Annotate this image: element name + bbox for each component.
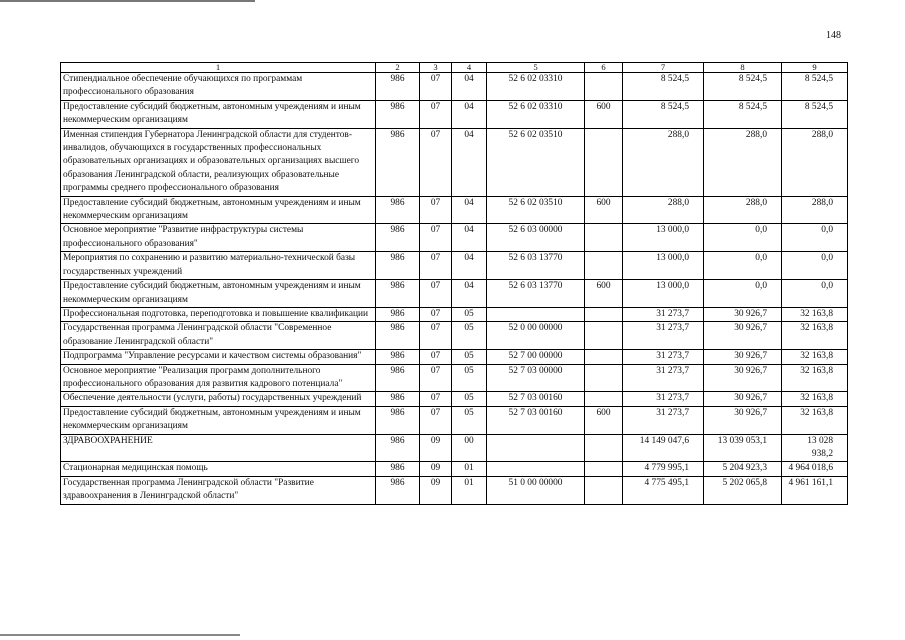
expense-type-cell [585, 73, 623, 101]
table-row [61, 128, 848, 196]
section-cell: 07 [420, 406, 452, 434]
amount-year3-cell: 0,0 [782, 280, 848, 308]
amount-year3-cell: 32 163,8 [782, 322, 848, 350]
target-article-cell: 52 6 02 03510 [487, 196, 585, 224]
column-header: 5 [487, 63, 585, 73]
amount-year2-cell: 288,0 [704, 196, 782, 224]
table-row [61, 350, 848, 364]
target-article-cell [487, 307, 585, 321]
ministry-code-cell: 986 [376, 100, 420, 128]
ministry-code-cell: 986 [376, 73, 420, 101]
amount-year1-cell: 288,0 [623, 196, 704, 224]
section-cell: 07 [420, 350, 452, 364]
page-number: 148 [826, 30, 841, 41]
scan-edge-line-bottom [0, 634, 240, 636]
row-name-cell: Обеспечение деятельности (услуги, работы) государственных учреждений [61, 392, 376, 406]
expense-type-cell [585, 392, 623, 406]
column-header: 3 [420, 63, 452, 73]
amount-year3-cell: 32 163,8 [782, 364, 848, 392]
amount-year3-cell: 288,0 [782, 128, 848, 196]
amount-year1-cell: 31 273,7 [623, 307, 704, 321]
amount-year2-cell: 30 926,7 [704, 364, 782, 392]
table-row [61, 434, 848, 462]
row-name-cell: Государственная программа Ленинградской области "Современное образование Ленинградской области" [61, 322, 376, 350]
amount-year3-cell: 32 163,8 [782, 392, 848, 406]
table-row [61, 462, 848, 476]
amount-year2-cell: 5 204 923,3 [704, 462, 782, 476]
section-cell: 07 [420, 196, 452, 224]
amount-year1-cell: 13 000,0 [623, 224, 704, 252]
expense-type-cell [585, 462, 623, 476]
ministry-code-cell: 986 [376, 434, 420, 462]
expense-type-cell: 600 [585, 100, 623, 128]
table-row [61, 73, 848, 101]
target-article-cell: 52 6 02 03510 [487, 128, 585, 196]
ministry-code-cell: 986 [376, 392, 420, 406]
section-cell: 07 [420, 364, 452, 392]
target-article-cell: 52 7 03 00000 [487, 364, 585, 392]
expense-type-cell: 600 [585, 406, 623, 434]
table-row [61, 476, 848, 504]
expense-type-cell: 600 [585, 280, 623, 308]
amount-year3-cell: 4 964 018,6 [782, 462, 848, 476]
amount-year1-cell: 288,0 [623, 128, 704, 196]
expense-type-cell [585, 350, 623, 364]
column-header: 8 [704, 63, 782, 73]
row-name-cell: Подпрограмма "Управление ресурсами и качеством системы образования" [61, 350, 376, 364]
row-name-cell: Государственная программа Ленинградской области "Развитие здравоохранения в Ленинградской области" [61, 476, 376, 504]
target-article-cell: 52 7 03 00160 [487, 392, 585, 406]
table-row [61, 392, 848, 406]
column-header: 6 [585, 63, 623, 73]
amount-year2-cell: 8 524,5 [704, 73, 782, 101]
amount-year2-cell: 30 926,7 [704, 392, 782, 406]
amount-year3-cell: 32 163,8 [782, 406, 848, 434]
ministry-code-cell: 986 [376, 322, 420, 350]
target-article-cell: 52 7 00 00000 [487, 350, 585, 364]
amount-year1-cell: 4 775 495,1 [623, 476, 704, 504]
subsection-cell: 01 [452, 462, 487, 476]
section-cell: 09 [420, 434, 452, 462]
ministry-code-cell: 986 [376, 364, 420, 392]
row-name-cell: Стационарная медицинская помощь [61, 462, 376, 476]
subsection-cell: 05 [452, 392, 487, 406]
ministry-code-cell: 986 [376, 224, 420, 252]
amount-year3-cell: 8 524,5 [782, 73, 848, 101]
target-article-cell: 52 6 03 00000 [487, 224, 585, 252]
amount-year2-cell: 30 926,7 [704, 406, 782, 434]
expense-type-cell [585, 252, 623, 280]
scan-edge-line-top [0, 0, 255, 2]
amount-year3-cell: 8 524,5 [782, 100, 848, 128]
ministry-code-cell: 986 [376, 252, 420, 280]
target-article-cell: 52 6 03 13770 [487, 252, 585, 280]
ministry-code-cell: 986 [376, 196, 420, 224]
table-row [61, 322, 848, 350]
target-article-cell: 52 6 02 03310 [487, 100, 585, 128]
section-cell: 07 [420, 307, 452, 321]
amount-year3-cell: 32 163,8 [782, 350, 848, 364]
subsection-cell: 05 [452, 406, 487, 434]
ministry-code-cell: 986 [376, 350, 420, 364]
section-cell: 07 [420, 322, 452, 350]
target-article-cell: 52 7 03 00160 [487, 406, 585, 434]
amount-year3-cell: 0,0 [782, 224, 848, 252]
section-cell: 07 [420, 73, 452, 101]
amount-year1-cell: 13 000,0 [623, 252, 704, 280]
amount-year2-cell: 5 202 065,8 [704, 476, 782, 504]
amount-year1-cell: 8 524,5 [623, 100, 704, 128]
table-row [61, 364, 848, 392]
target-article-cell [487, 462, 585, 476]
row-name-cell: Мероприятия по сохранению и развитию материально-технической базы государственных учреждений [61, 252, 376, 280]
table-row [61, 224, 848, 252]
subsection-cell: 04 [452, 224, 487, 252]
amount-year1-cell: 31 273,7 [623, 350, 704, 364]
subsection-cell: 01 [452, 476, 487, 504]
expense-type-cell [585, 434, 623, 462]
row-name-cell: Именная стипендия Губернатора Ленинградской области для студентов-инвалидов, обучающихся в государственных профессиональных образовательных организациях и образовательных организациях высшего образования Ленинградской области, реализующих образовательные программы среднего профессионального образования [61, 128, 376, 196]
column-header: 2 [376, 63, 420, 73]
subsection-cell: 04 [452, 100, 487, 128]
subsection-cell: 04 [452, 73, 487, 101]
table-row [61, 100, 848, 128]
section-cell: 09 [420, 462, 452, 476]
amount-year3-cell: 288,0 [782, 196, 848, 224]
target-article-cell: 52 6 02 03310 [487, 73, 585, 101]
target-article-cell: 52 6 03 13770 [487, 280, 585, 308]
amount-year1-cell: 31 273,7 [623, 322, 704, 350]
amount-year3-cell: 32 163,8 [782, 307, 848, 321]
amount-year3-cell: 4 961 161,1 [782, 476, 848, 504]
section-cell: 09 [420, 476, 452, 504]
subsection-cell: 05 [452, 364, 487, 392]
row-name-cell: Предоставление субсидий бюджетным, автономным учреждениям и иным некоммерческим организациям [61, 100, 376, 128]
amount-year2-cell: 30 926,7 [704, 350, 782, 364]
section-cell: 07 [420, 224, 452, 252]
table-row [61, 196, 848, 224]
row-name-cell: Профессиональная подготовка, переподготовка и повышение квалификации [61, 307, 376, 321]
row-name-cell: Предоставление субсидий бюджетным, автономным учреждениям и иным некоммерческим организациям [61, 196, 376, 224]
subsection-cell: 04 [452, 196, 487, 224]
expense-type-cell [585, 307, 623, 321]
amount-year2-cell: 288,0 [704, 128, 782, 196]
table-header-row [61, 63, 848, 73]
subsection-cell: 05 [452, 350, 487, 364]
amount-year2-cell: 8 524,5 [704, 100, 782, 128]
row-name-cell: Стипендиальное обеспечение обучающихся по программам профессионального образования [61, 73, 376, 101]
column-header: 9 [782, 63, 848, 73]
target-article-cell: 52 0 00 00000 [487, 322, 585, 350]
amount-year1-cell: 14 149 047,6 [623, 434, 704, 462]
subsection-cell: 04 [452, 280, 487, 308]
amount-year2-cell: 0,0 [704, 280, 782, 308]
amount-year2-cell: 30 926,7 [704, 307, 782, 321]
expense-type-cell [585, 224, 623, 252]
amount-year1-cell: 31 273,7 [623, 364, 704, 392]
target-article-cell [487, 434, 585, 462]
target-article-cell: 51 0 00 00000 [487, 476, 585, 504]
subsection-cell: 00 [452, 434, 487, 462]
amount-year1-cell: 31 273,7 [623, 392, 704, 406]
column-header: 1 [61, 63, 376, 73]
section-cell: 07 [420, 280, 452, 308]
budget-table [60, 62, 848, 505]
row-name-cell: Предоставление субсидий бюджетным, автономным учреждениям и иным некоммерческим организациям [61, 280, 376, 308]
amount-year1-cell: 4 779 995,1 [623, 462, 704, 476]
ministry-code-cell: 986 [376, 280, 420, 308]
expense-type-cell: 600 [585, 196, 623, 224]
amount-year1-cell: 31 273,7 [623, 406, 704, 434]
amount-year3-cell: 0,0 [782, 252, 848, 280]
section-cell: 07 [420, 100, 452, 128]
ministry-code-cell: 986 [376, 128, 420, 196]
subsection-cell: 05 [452, 322, 487, 350]
row-name-cell: Предоставление субсидий бюджетным, автономным учреждениям и иным некоммерческим организациям [61, 406, 376, 434]
row-name-cell: Основное мероприятие "Развитие инфраструктуры системы профессионального образования" [61, 224, 376, 252]
ministry-code-cell: 986 [376, 462, 420, 476]
subsection-cell: 04 [452, 128, 487, 196]
ministry-code-cell: 986 [376, 307, 420, 321]
table-row [61, 406, 848, 434]
column-header: 7 [623, 63, 704, 73]
expense-type-cell [585, 364, 623, 392]
row-name-cell: Основное мероприятие "Реализация программ дополнительного профессионального образования для развития кадрового потенциала" [61, 364, 376, 392]
expense-type-cell [585, 128, 623, 196]
expense-type-cell [585, 322, 623, 350]
subsection-cell: 05 [452, 307, 487, 321]
amount-year2-cell: 13 039 053,1 [704, 434, 782, 462]
amount-year2-cell: 30 926,7 [704, 322, 782, 350]
subsection-cell: 04 [452, 252, 487, 280]
amount-year1-cell: 8 524,5 [623, 73, 704, 101]
section-cell: 07 [420, 252, 452, 280]
expense-type-cell [585, 476, 623, 504]
amount-year2-cell: 0,0 [704, 224, 782, 252]
table-row [61, 307, 848, 321]
table-row [61, 252, 848, 280]
amount-year2-cell: 0,0 [704, 252, 782, 280]
section-cell: 07 [420, 392, 452, 406]
table-row [61, 280, 848, 308]
amount-year1-cell: 13 000,0 [623, 280, 704, 308]
amount-year3-cell: 13 028 938,2 [782, 434, 848, 462]
section-cell: 07 [420, 128, 452, 196]
row-name-cell: ЗДРАВООХРАНЕНИЕ [61, 434, 376, 462]
ministry-code-cell: 986 [376, 406, 420, 434]
column-header: 4 [452, 63, 487, 73]
ministry-code-cell: 986 [376, 476, 420, 504]
